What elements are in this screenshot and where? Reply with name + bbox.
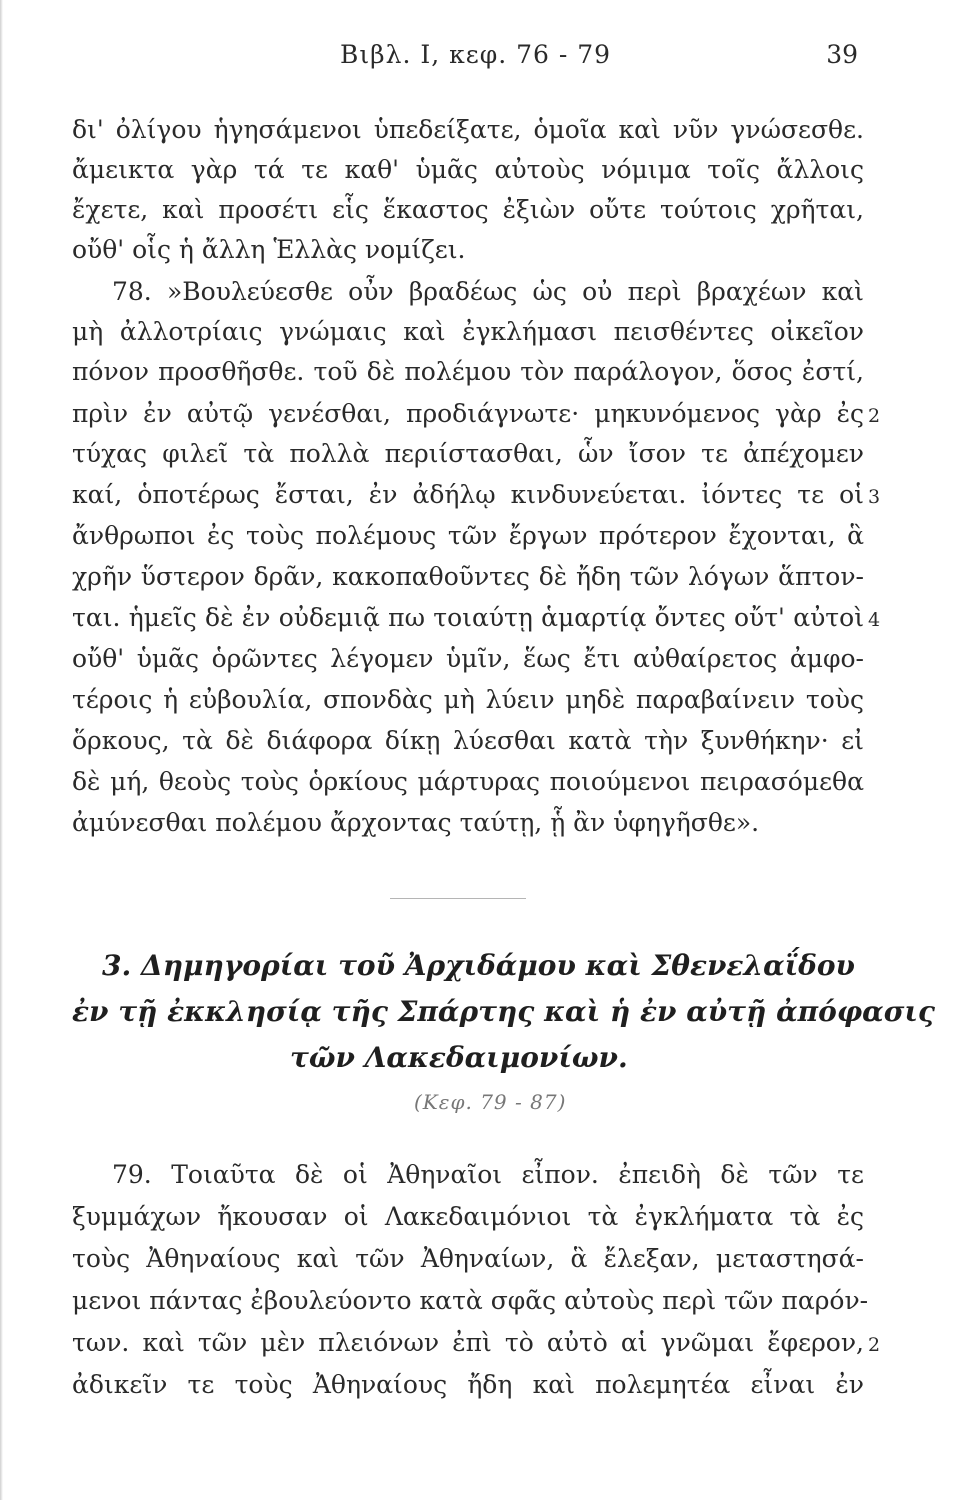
text-line: 79. Τοιαῦτα δὲ οἱ Ἀθηναῖοι εἶπον. ἐπειδὴ δὲ τῶν τε [112,1160,864,1189]
text-line: ἄνθρωποι ἐς τοὺς πολέμους τῶν ἔργων πρότερον ἔχονται, ἃ [72,521,864,550]
text-line: πόνον προσθῆσθε. τοῦ δὲ πολέμου τὸν παράλογον, ὅσος ἐστί, [72,357,864,386]
text-line: ἀδικεῖν τε τοὺς Ἀθηναίους ἤδη καὶ πολεμητέα εἶναι ἐν [72,1370,864,1399]
text-line: μενοι πάντας ἐβουλεύοντο κατὰ σφᾶς αὐτοὺς περὶ τῶν παρόν- [72,1286,869,1315]
text-line: τέροις ἡ εὐβουλία, σπονδὰς μὴ λύειν μηδὲ παραβαίνειν τοὺς [72,685,864,714]
section-heading-line: 3. Δημηγορίαι τοῦ Ἀρχιδάμου καὶ Σθενελαΐδου [102,949,855,982]
text-line: καί, ὁποτέρως ἔσται, ἐν ἀδήλῳ κινδυνεύεται. ἰόντες τε οἱ [72,480,864,509]
text-line: τύχας φιλεῖ τὰ πολλὰ περιίστασθαι, ὧν ἴσον τε ἀπέχομεν [72,439,864,468]
margin-section-number: 2 [868,1334,881,1356]
text-line: δὲ μή, θεοὺς τοὺς ὁρκίους μάρτυρας ποιούμενοι πειρασόμεθα [72,767,864,796]
text-line: των. καὶ τῶν μὲν πλειόνων ἐπὶ τὸ αὐτὸ αἱ γνῶμαι ἔφερον, [72,1328,864,1357]
text-line: πρὶν ἐν αὐτῷ γενέσθαι, προδιάγνωτε· μηκυνόμενος γὰρ ἐς [72,399,864,428]
running-head: Βιβλ. Ι, κεφ. 76 - 79 [340,40,612,69]
text-line: 78. »Βουλεύεσθε οὖν βραδέως ὡς οὐ περὶ βραχέων καὶ [112,277,864,306]
text-line: ται. ἡμεῖς δὲ ἐν οὐδεμιᾷ πω τοιαύτῃ ἁμαρτίᾳ ὄντες οὔτ' αὐτοὶ [72,603,864,632]
text-line: μὴ ἀλλοτρίαις γνώμαις καὶ ἐγκλήμασι πεισθέντες οἰκεῖον [72,317,864,346]
text-line: ἔχετε, καὶ προσέτι εἷς ἕκαστος ἐξιὼν οὔτε τούτοις χρῆται, [72,195,864,224]
page-number: 39 [826,40,858,69]
text-line: οὔθ' ὑμᾶς ὁρῶντες λέγομεν ὑμῖν, ἕως ἔτι αὐθαίρετος ἀμφο- [72,644,864,673]
text-line: δι' ὀλίγου ἡγησάμενοι ὑπεδείξατε, ὁμοῖα καὶ νῦν γνώσεσθε. [72,115,864,144]
section-heading-line: ἐν τῇ ἐκκλησίᾳ τῆς Σπάρτης καὶ ἡ ἐν αὐτῇ ἀπόφασις [72,995,935,1028]
text-line: χρῆν ὕστερον δρᾶν, κακοπαθοῦντες δὲ ἤδη τῶν λόγων ἅπτον- [72,562,864,591]
section-divider [390,898,526,899]
text-line: ἀμύνεσθαι πολέμου ἄρχοντας ταύτῃ, ᾗ ἂν ὑφηγῆσθε». [72,808,760,837]
text-line: ἄμεικτα γὰρ τά τε καθ' ὑμᾶς αὐτοὺς νόμιμα τοῖς ἄλλοις [72,155,864,184]
section-heading-line: τῶν Λακεδαιμονίων. [290,1041,628,1074]
page-spine-edge [0,0,3,1500]
margin-section-number: 3 [868,486,881,508]
text-line: ὅρκους, τὰ δὲ διάφορα δίκῃ λύεσθαι κατὰ τὴν ξυνθήκην· εἰ [72,726,864,755]
margin-section-number: 4 [868,609,881,631]
text-line: ξυμμάχων ἤκουσαν οἱ Λακεδαιμόνιοι τὰ ἐγκλήματα τὰ ἐς [72,1202,864,1231]
text-line: τοὺς Ἀθηναίους καὶ τῶν Ἀθηναίων, ἃ ἔλεξαν, μεταστησά- [72,1244,864,1273]
margin-section-number: 2 [868,405,881,427]
chapter-reference: (Κεφ. 79 - 87) [414,1090,567,1114]
text-line: οὔθ' οἷς ἡ ἄλλη Ἑλλὰς νομίζει. [72,235,466,264]
